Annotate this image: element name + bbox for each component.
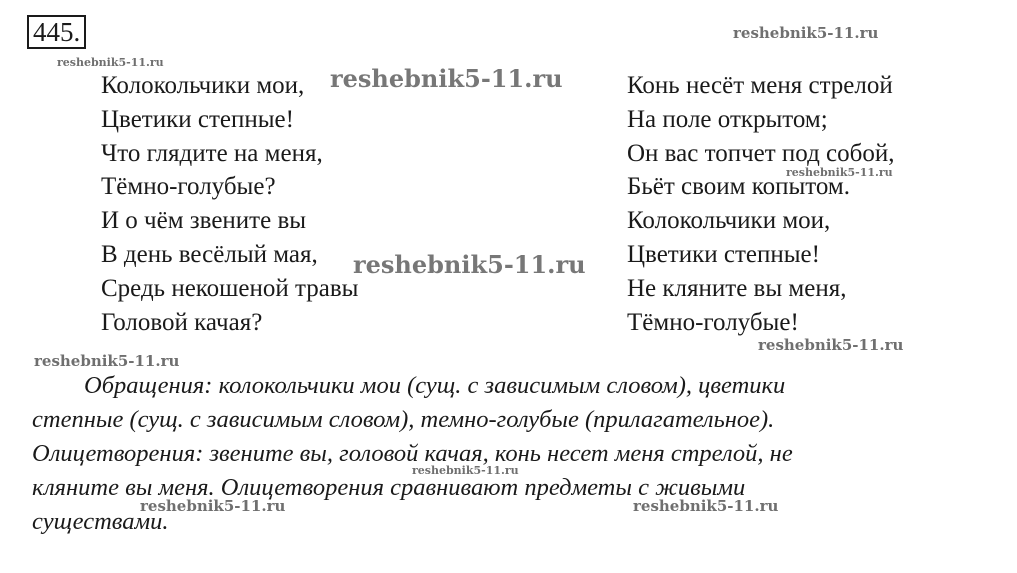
commentary-line: существами.: [32, 508, 169, 535]
poem-line: И о чём звените вы: [101, 207, 307, 235]
commentary-line: Олицетворения: звените вы, головой качая, конь несет меня стрелой, не: [32, 440, 793, 467]
commentary-line: кляните вы меня. Олицетворения сравнивают предметы с живыми: [32, 474, 746, 501]
watermark: reshebnik5-11.ru: [330, 64, 563, 93]
watermark: reshebnik5-11.ru: [34, 352, 180, 370]
poem-line: На поле открытом;: [627, 105, 828, 133]
poem-line: Средь некошеной травы: [101, 274, 359, 302]
watermark: reshebnik5-11.ru: [353, 250, 586, 279]
exercise-number: 445.: [27, 15, 86, 49]
poem-line: Головой качая?: [101, 308, 263, 336]
watermark: reshebnik5-11.ru: [140, 497, 286, 515]
watermark: reshebnik5-11.ru: [412, 464, 519, 477]
poem-right-column: [627, 69, 895, 339]
commentary-line: степные (сущ. с зависимым словом), темно-голубые (прилагательное).: [32, 406, 775, 433]
poem-line: Он вас топчет под собой,: [627, 139, 895, 167]
poem-left-column: [101, 69, 358, 339]
poem-line: Конь несёт меня стрелой: [627, 72, 893, 99]
watermark: reshebnik5-11.ru: [786, 166, 893, 179]
poem-line: Цветики степные!: [101, 105, 294, 133]
watermark: reshebnik5-11.ru: [758, 336, 904, 354]
watermark: reshebnik5-11.ru: [633, 497, 779, 515]
poem-line: Бьёт своим копытом.: [627, 173, 850, 201]
poem-line: Тёмно-голубые!: [627, 308, 799, 336]
watermark: reshebnik5-11.ru: [57, 56, 164, 69]
poem-line: Не кляните вы меня,: [627, 274, 847, 302]
poem-line: Что глядите на меня,: [101, 139, 323, 167]
poem-line: Колокольчики мои,: [627, 207, 831, 235]
poem-line: Цветики степные!: [627, 240, 820, 268]
poem-line: В день весёлый мая,: [101, 240, 318, 268]
poem-line: Тёмно-голубые?: [101, 173, 276, 201]
poem-line: Колокольчики мои,: [101, 72, 305, 99]
watermark: reshebnik5-11.ru: [733, 24, 879, 42]
commentary-line: Обращения: колокольчики мои (сущ. с зависимым словом), цветики: [84, 372, 786, 399]
